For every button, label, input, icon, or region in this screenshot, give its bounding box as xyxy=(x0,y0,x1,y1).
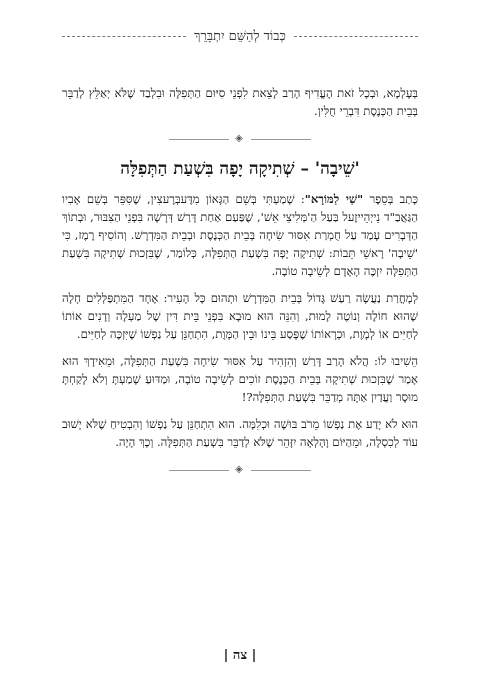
page-number: | צה | xyxy=(223,648,257,663)
divider-line xyxy=(251,470,311,471)
paragraph-4: הוּא לֹא יָדַע אֶת נַפְשׁוֹ מֵרֹב בּוּשָׁה וּכְלִמָּה. הוּא הִתְחַנֵּן עַל נַפְשׁוֹ וְהִבְטִיחַ שֶׁלֹּא יָשׁוּב עוֹד לְכִסְלָה, וּמֵהַיּוֹם וָהָלְאָה יִזָּהֵר שֶׁלֹּא לְדַבֵּר בִּשְׁעַת הַתְּפִלָּה. וְכָךְ הָיָה. xyxy=(62,417,418,449)
paragraph-1-rest: : שָׁמַעְתִּי בְּשֵׁם הַגָּאוֹן מִדֶּעבְּרֶעצִין, שֶׁסִּפֵּר בְּשֵׁם אָבִיו הַגַּאֲבַ"ד נֵייְהֵייזֶעל בַּעַל הַ'מְּלִיצֵי אֵשׁ', שֶׁפַּעַם אַחַת דָּרַשׁ דְּרָשָׁה בִּפְנֵי הַצִּבּוּר, וּבְתוֹךְ הַדְּבָרִים עָמַד עַל חֻמְרַת אִסּוּר שִׂיחָה בְּבֵית הַכְּנֶסֶת וּבְבֵית הַמִּדְרָשׁ. וְהוֹסִיף רֶמֶז, כִּי 'שֵׁיבָה' רָאשֵׁי תֵּבוֹת: שְׁתִיקָה יָפָה בִּשְׁעַת הַתְּפִלָּה, כְּלוֹמַר, שֶׁבִּזְכוּת שְׁתִיקָה בִּשְׁעַת הַתְּפִלָּה יִזְכֶּה הָאָדָם לְשֵׂיבָה טוֹבָה. xyxy=(62,192,418,278)
header-dash-right xyxy=(294,36,418,37)
paragraph-2: לְמָחֳרַת נַעֲשָׂה רַעַשׁ גָּדוֹל בְּבֵית הַמִּדְרָשׁ וּתְהוּם כָּל הָעִיר: אֶחָד הַמִּתְפַּלְּלִים חָלָה שֶׁהוּא חוֹלֶה וְנוֹטֶה לָמוּת, וְהִנֵּה הוּא מוּבָא בִּפְנֵי בֵּית דִּין שֶׁל מַעְלָה וְדָנִים אוֹתוֹ לְחַיִּים אוֹ לְמָוֶת, וּכְרָאוֹתוֹ שֶׁפָּסַע בֵּינוֹ וּבֵין הַמָּוֶת, הִתְחַנֵּן עַל נַפְשׁוֹ שֶׁיִּזְכֶּה לְחַיִּים. xyxy=(62,291,418,341)
paragraph-1-start: כָּתַב בְּסֵפֶר xyxy=(369,192,418,206)
section-divider-top xyxy=(62,130,418,148)
page-header xyxy=(62,28,418,44)
ornament-icon: ◈ xyxy=(235,133,245,144)
divider-line xyxy=(169,470,229,471)
intro-paragraph: בְּעָלְמָא, וּבְכָל זֹאת הֶעֱדִיף הָרַב לָצֵאת לִפְנֵי סִיּוּם הַתְּפִלָּה וּבִלְבַד שֶׁלֹּא יְאַלֵּץ לְדַבֵּר בְּבֵית הַכְּנֶסֶת דִּבְרֵי חֻלִּין. xyxy=(62,86,418,118)
book-title: "שַׁי לַמּוֹרָא" xyxy=(304,192,364,206)
divider-line xyxy=(169,139,229,140)
section-title: 'שֵׁיבָה' – שְׁתִיקָה יָפָה בִּשְׁעַת הַתְּפִלָּה xyxy=(120,159,360,179)
ornament-icon: ◈ xyxy=(235,464,245,475)
page-content xyxy=(62,84,418,491)
section-divider-bottom xyxy=(62,461,418,479)
header-dash-left xyxy=(62,36,186,37)
divider-line xyxy=(251,139,311,140)
header-title: כְּבוֹד לְהַשֵּׁם יִתְבָּרֵךְ xyxy=(194,29,286,44)
paragraph-3: הֵשִׁיבוּ לוֹ: הֲלֹא הָרַב דָּרַשׁ וְהִזְהִיר עַל אִסּוּר שִׂיחָה בִּשְׁעַת הַתְּפִלָּה, וּמֵאִידָךְ הוּא אָמַר שֶׁבִּזְכוּת שְׁתִיקָה בְּבֵית הַכְּנֶסֶת זוֹכִים לְשֵׂיבָה טוֹבָה, וּמַדּוּעַ שָׁמַעְתָּ וְלֹא לָקַחְתָּ מוּסָר וַעֲדַיִן אַתָּה מְדַבֵּר בִּשְׁעַת הַתְּפִלָּה?! xyxy=(62,354,418,404)
paragraph-1 xyxy=(62,190,418,280)
